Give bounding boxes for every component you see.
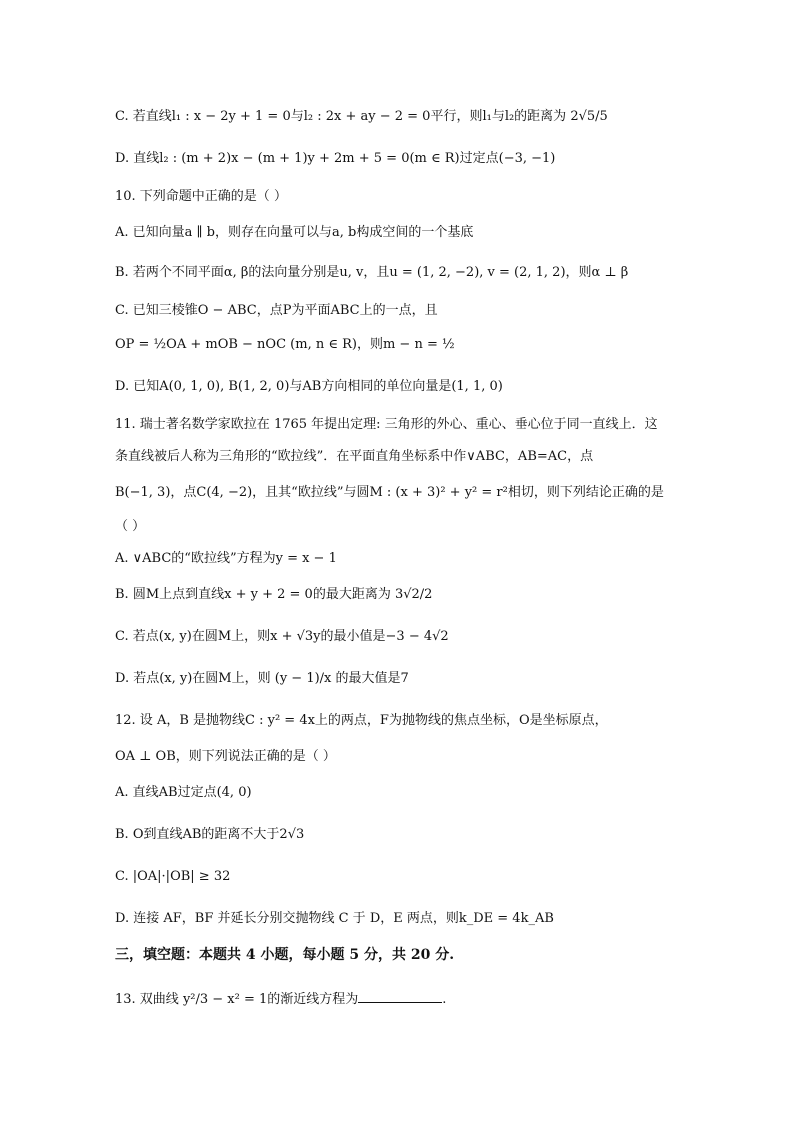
question-13-suffix: . <box>442 992 447 1007</box>
question-11-stem-line2: 条直线被后人称为三角形的“欧拉线”．在平面直角坐标系中作∨ABC，AB=AC，点 <box>115 449 594 464</box>
question-10-option-a: A. 已知向量a ∥ b，则存在向量可以与a, b构成空间的一个基底 <box>115 225 474 240</box>
question-11-option-c: C. 若点(x, y)在圆M上，则x + √3y的最小值是−3 − 4√2 <box>115 629 449 644</box>
answer-blank[interactable] <box>358 990 442 1003</box>
question-11-option-a: A. ∨ABC的“欧拉线”方程为y = x − 1 <box>115 551 337 566</box>
question-11-stem-line1: 11. 瑞士著名数学家欧拉在 1765 年提出定理: 三角形的外心、重心、垂心位于同一直线上．这 <box>115 417 658 432</box>
question-11-option-b: B. 圆M上点到直线x + y + 2 = 0的最大距离为 3√2/2 <box>115 587 433 602</box>
question-10-stem: 10. 下列命题中正确的是（ ） <box>115 189 287 204</box>
question-11-option-d: D. 若点(x, y)在圆M上，则 (y − 1)/x 的最大值是7 <box>115 671 409 686</box>
question-10-option-c-line1: C. 已知三棱锥O − ABC，点P为平面ABC上的一点，且 <box>115 303 438 318</box>
question-9-option-d: D. 直线l₂ : (m + 2)x − (m + 1)y + 2m + 5 = 0(m ∈ R)过定点(−3, −1) <box>115 151 556 166</box>
question-12-stem-line2: OA ⊥ OB，则下列说法正确的是（ ） <box>115 749 336 764</box>
question-11-stem-line3: B(−1, 3)，点C(4, −2)，且其“欧拉线”与圆M : (x + 3)² + y² = r²相切，则下列结论正确的是 <box>115 485 664 500</box>
question-10-option-c-line2: OP = ½OA + mOB − nOC (m, n ∈ R)，则m − n = ½ <box>115 337 455 352</box>
question-12-option-c: C. |OA|·|OB| ≥ 32 <box>115 869 231 884</box>
question-12-stem-line1: 12. 设 A，B 是抛物线C : y² = 4x上的两点，F为抛物线的焦点坐标，O是坐标原点， <box>115 713 608 728</box>
question-9-option-c: C. 若直线l₁ : x − 2y + 1 = 0与l₂ : 2x + ay − 2 = 0平行，则l₁与l₂的距离为 2√5/5 <box>115 109 608 124</box>
section-heading-fill-in: 三，填空题：本题共 4 小题，每小题 5 分，共 20 分. <box>115 947 455 963</box>
question-10-option-b: B. 若两个不同平面α, β的法向量分别是u, v，且u = (1, 2, −2), v = (2, 1, 2)，则α ⊥ β <box>115 265 629 280</box>
question-12-option-d: D. 连接 AF，BF 并延长分别交抛物线 C 于 D，E 两点，则k_DE = 4k_AB <box>115 911 554 926</box>
question-13-prefix: 13. 双曲线 y²/3 − x² = 1的渐近线方程为 <box>115 992 359 1007</box>
question-10-option-d: D. 已知A(0, 1, 0), B(1, 2, 0)与AB方向相同的单位向量是(1, 1, 0) <box>115 379 503 394</box>
question-11-answer-bracket: （ ） <box>115 519 146 534</box>
question-12-option-a: A. 直线AB过定点(4, 0) <box>115 785 252 800</box>
question-13 <box>115 990 446 1009</box>
question-12-option-b: B. O到直线AB的距离不大于2√3 <box>115 827 305 842</box>
